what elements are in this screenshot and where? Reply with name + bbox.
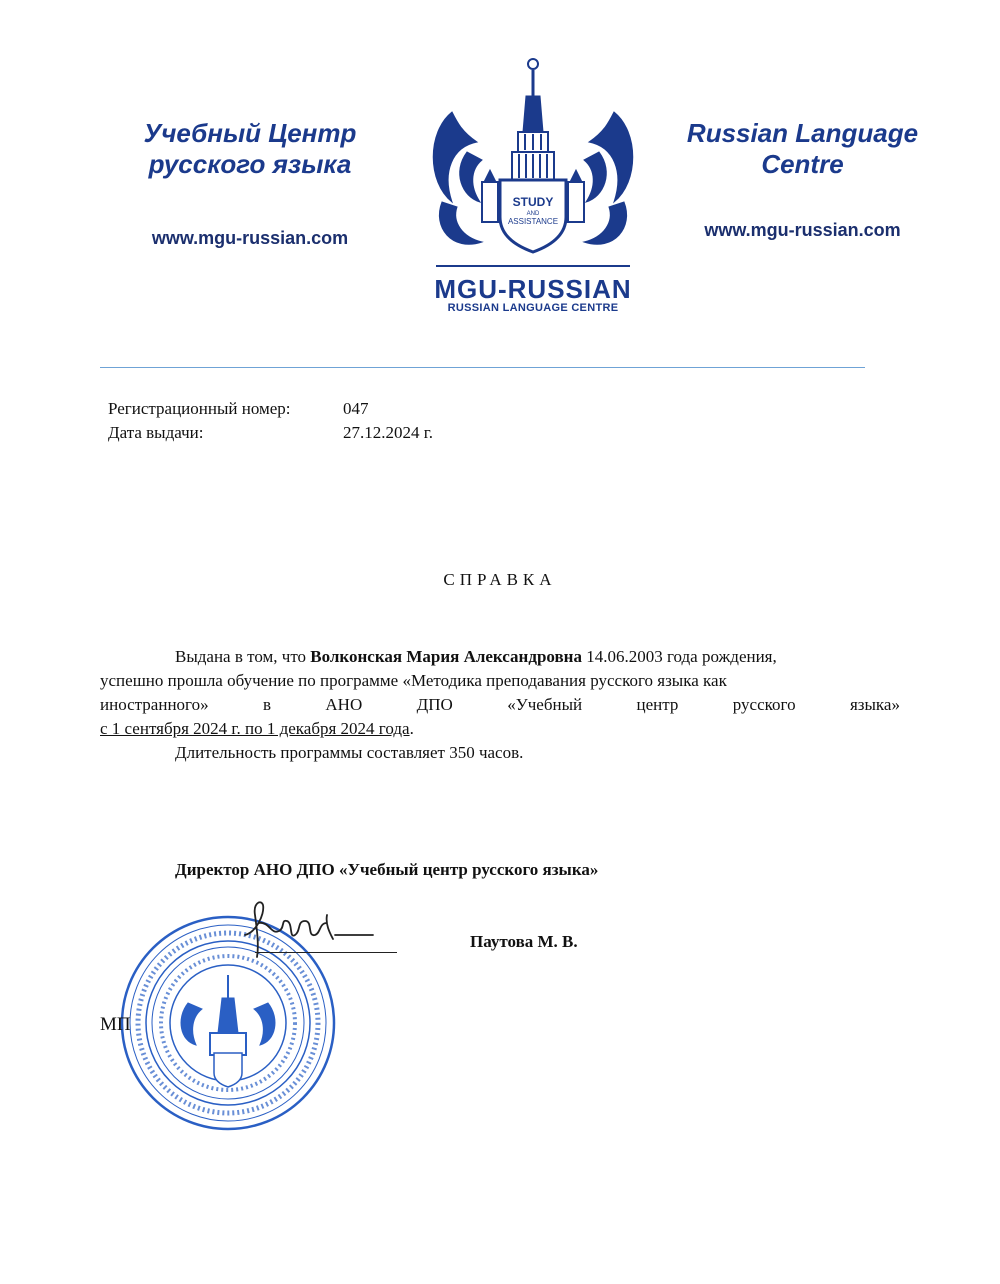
stamp-place-label: МП <box>100 1014 131 1035</box>
study-period: с 1 сентября 2024 г. по 1 декабря 2024 года <box>100 719 410 738</box>
body-word: русского <box>732 695 796 714</box>
registration-value: 047 <box>343 399 369 418</box>
right-title-line1: Russian Language <box>686 118 919 148</box>
document-title: СПРАВКА <box>443 570 557 589</box>
body-line-4 <box>100 717 900 741</box>
shield-text-study: STUDY <box>512 195 554 209</box>
body-word: «Учебный <box>507 695 583 714</box>
handwritten-signature-icon <box>235 895 375 965</box>
header-right-brand <box>665 118 940 241</box>
right-website-url: www.mgu-russian.com <box>704 220 901 240</box>
signer-name: Паутова М. В. <box>470 932 578 951</box>
body-word: языка» <box>849 695 900 714</box>
body-word: АНО <box>325 695 363 714</box>
body-line-3 <box>100 693 900 717</box>
issue-date-label: Дата выдачи: <box>108 423 204 442</box>
shield-text-and: AND <box>526 211 540 217</box>
issue-date-row <box>108 423 433 447</box>
body-word: иностранного» <box>100 695 209 714</box>
header-left-brand <box>120 118 380 249</box>
right-title-line2: Centre <box>761 149 844 179</box>
document-body <box>100 645 900 765</box>
shield-text-assistance: ASSISTANCE <box>507 217 559 226</box>
body-line-1 <box>100 645 900 669</box>
body-line-2: успешно прошла обучение по программе «Методика преподавания русского языка как <box>100 671 727 690</box>
issue-date-value: 27.12.2024 г. <box>343 423 434 442</box>
logo-subtitle: RUSSIAN LANGUAGE CENTRE <box>447 302 619 314</box>
left-title-line2: русского языка <box>148 149 352 179</box>
left-title-line1: Учебный Центр <box>143 118 357 148</box>
header-divider <box>100 367 865 368</box>
registration-row <box>108 399 433 423</box>
body-line1-prefix: Выдана в том, что <box>175 647 311 666</box>
person-name: Волконская Мария Александровна <box>310 647 582 666</box>
document-meta <box>108 399 433 447</box>
logo-name: MGU-RUSSIAN <box>434 274 632 304</box>
registration-label: Регистрационный номер: <box>108 399 291 418</box>
body-word: в <box>262 695 272 714</box>
duration-line: Длительность программы составляет 350 часов. <box>175 743 524 762</box>
body-word: центр <box>636 695 679 714</box>
body-line1-suffix: 14.06.2003 года рождения, <box>581 647 777 666</box>
left-website-url: www.mgu-russian.com <box>151 228 349 248</box>
director-title: Директор АНО ДПО «Учебный центр русского языка» <box>175 860 599 879</box>
body-word: ДПО <box>416 695 453 714</box>
period-end: . <box>409 719 414 738</box>
